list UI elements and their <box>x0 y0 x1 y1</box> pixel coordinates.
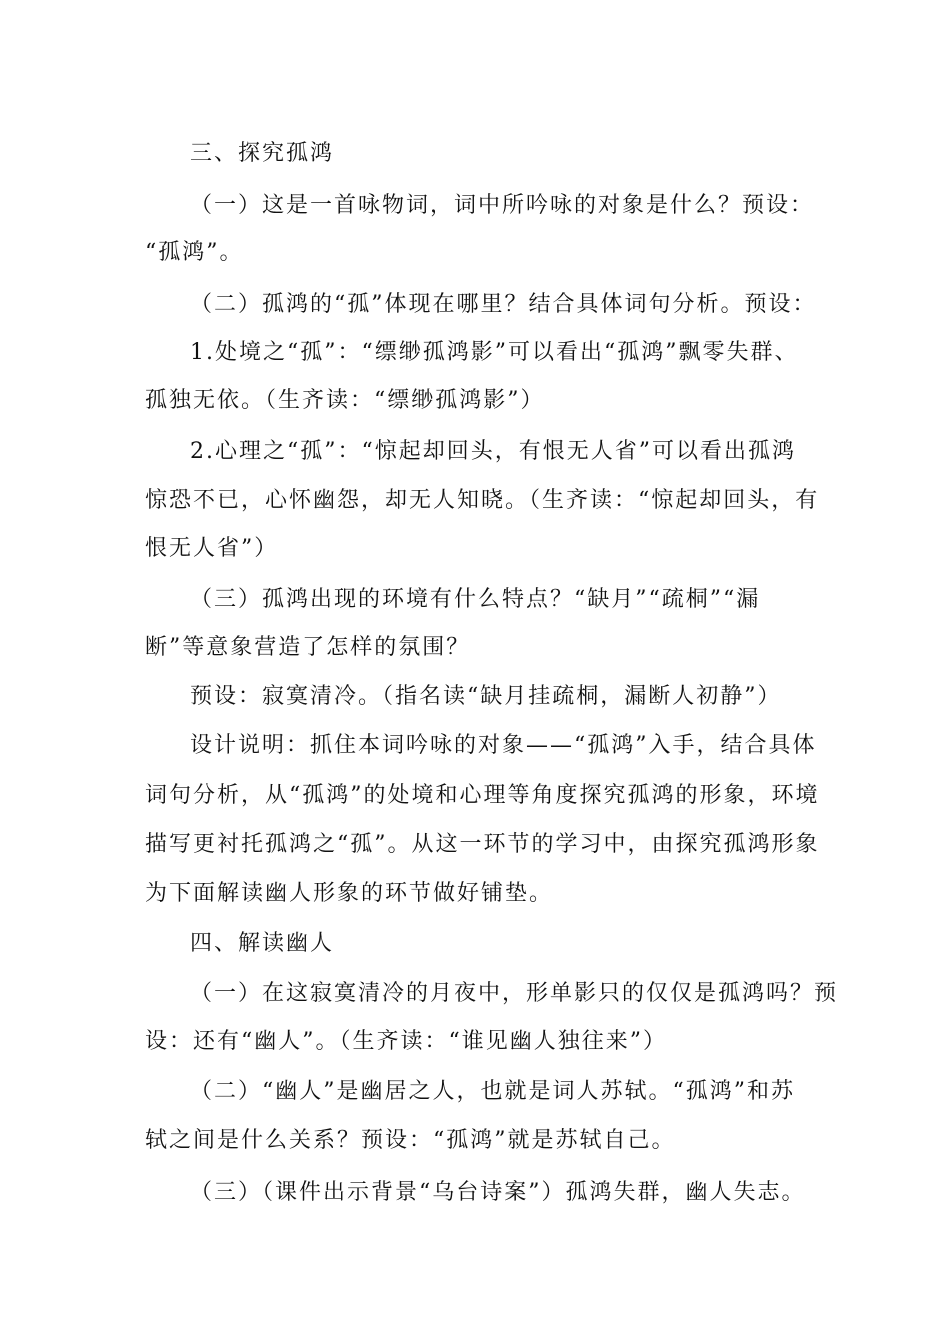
paragraph-line: 设：还有“幽人”。（生齐读：“谁见幽人独往来”） <box>145 1029 667 1054</box>
paragraph-line: 为下面解读幽人形象的环节做好铺垫。 <box>145 881 554 906</box>
paragraph-line: 1.处境之“孤”：“缥缈孤鸿影”可以看出“孤鸿”飘零失群、 <box>190 340 799 365</box>
paragraph-line: （二）“幽人”是幽居之人，也就是词人苏轼。“孤鸿”和苏 <box>190 1079 795 1104</box>
paragraph-line: 孤独无依。（生齐读：“缥缈孤鸿影”） <box>145 388 545 413</box>
paragraph-line: 词句分析，从“孤鸿”的处境和心理等角度探究孤鸿的形象，环境 <box>145 783 820 808</box>
paragraph-line: （一）这是一首咏物词，词中所吟咏的对象是什么？预设： <box>190 193 815 218</box>
paragraph-line: （三）孤鸿出现的环境有什么特点？“缺月”“疏桐”“漏 <box>190 587 761 612</box>
paragraph-line: “孤鸿”。 <box>145 240 244 265</box>
paragraph-line: 2.心理之“孤”：“惊起却回头，有恨无人省”可以看出孤鸿 <box>190 439 796 464</box>
paragraph-line: 恨无人省”） <box>145 536 279 561</box>
paragraph-line: 设计说明：抓住本词吟咏的对象——“孤鸿”入手，结合具体 <box>190 733 817 758</box>
paragraph-line: 惊恐不已，心怀幽怨，却无人知晓。（生齐读：“惊起却回头，有 <box>145 488 820 513</box>
paragraph-line: 断”等意象营造了怎样的氛围？ <box>145 635 471 660</box>
heading-section-four: 四、解读幽人 <box>190 931 335 956</box>
paragraph-line: 描写更衬托孤鸿之“孤”。从这一环节的学习中，由探究孤鸿形象 <box>145 832 820 857</box>
paragraph-line: （一）在这寂寞清冷的月夜中，形单影只的仅仅是孤鸿吗？预 <box>190 981 839 1006</box>
paragraph-line: 轼之间是什么关系？预设：“孤鸿”就是苏轼自己。 <box>145 1128 676 1153</box>
paragraph-line: （二）孤鸿的“孤”体现在哪里？结合具体词句分析。预设： <box>190 292 817 317</box>
paragraph-line: 预设：寂寞清冷。（指名读“缺月挂疏桐，漏断人初静”） <box>190 684 782 709</box>
paragraph-line: （三）（课件出示背景“乌台诗案”）孤鸿失群，幽人失志。 <box>190 1180 806 1205</box>
heading-section-three: 三、探究孤鸿 <box>190 141 335 166</box>
